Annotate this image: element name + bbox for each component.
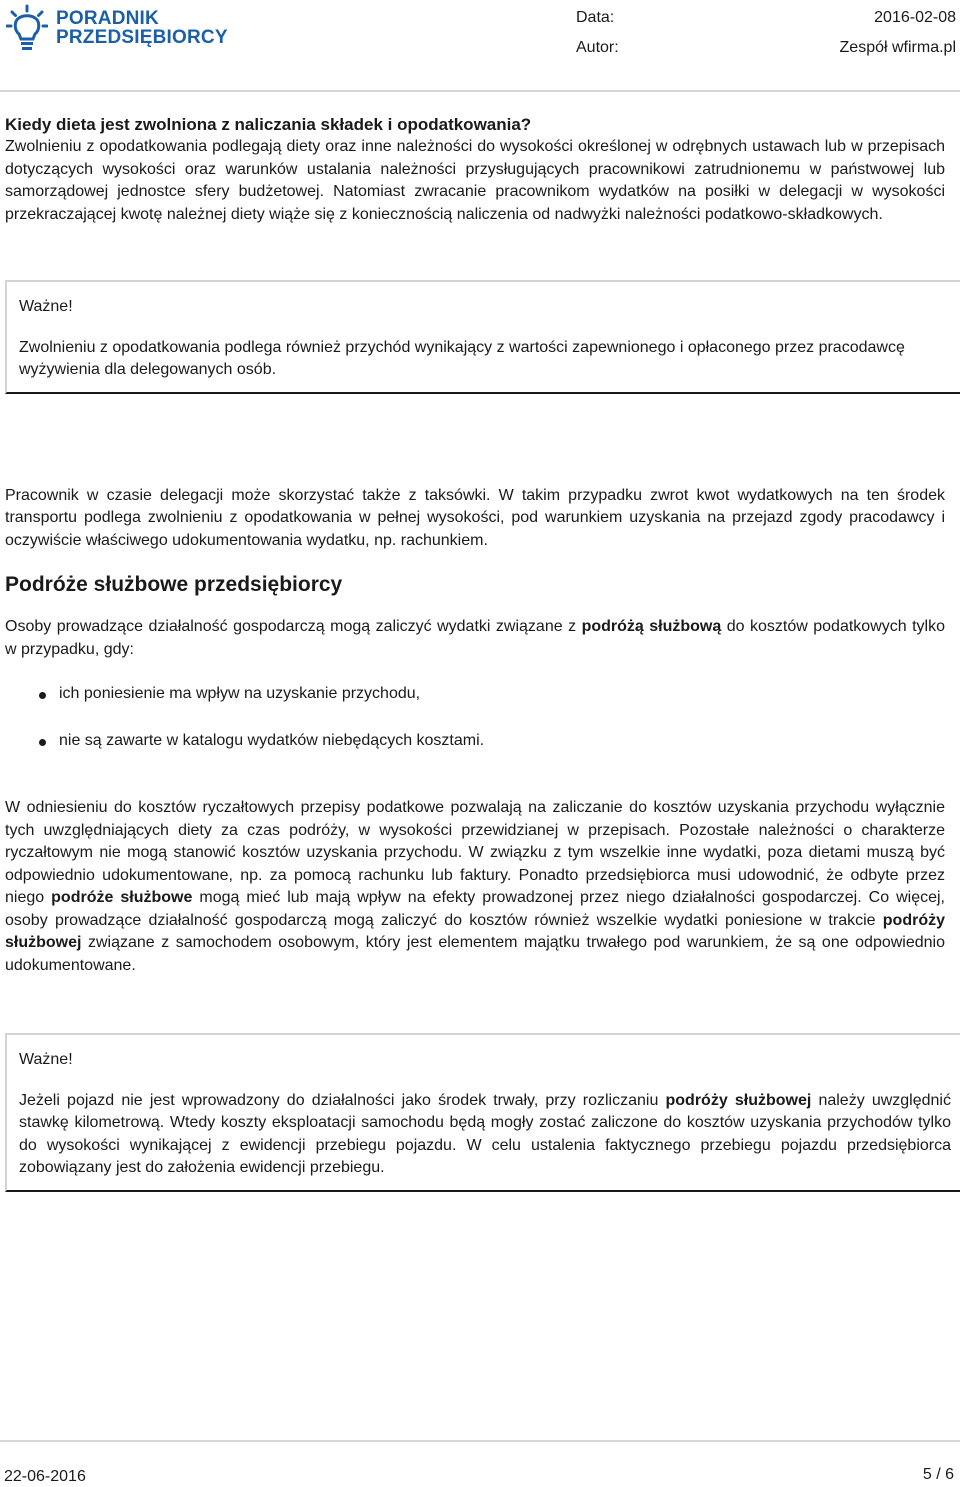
- bold-term: podróży służbowej: [665, 1091, 812, 1109]
- text-run: Osoby prowadzące działalność gospodarczą mogą zaliczyć wydatki związane z: [5, 618, 582, 635]
- text-run: związane z samochodem osobowym, który jest elementem majątku trwałego pod warunkiem, że są one odpowiednio udokumentowane.: [5, 934, 945, 974]
- header-divider: [0, 90, 960, 92]
- note-title: Ważne!: [19, 1051, 73, 1068]
- list-item-text: ich poniesienie ma wpływ na uzyskanie przychodu,: [59, 685, 421, 702]
- list-item: [5, 683, 945, 706]
- question-heading: Kiedy dieta jest zwolniona z naliczania składek i opodatkowania?: [5, 115, 532, 134]
- logo-line-1: PORADNIK: [56, 8, 159, 29]
- document-meta: [576, 3, 956, 63]
- bold-term: podróżą służbową: [581, 618, 722, 635]
- date-value: 2016-02-08: [874, 9, 956, 26]
- text-run: W odniesieniu do kosztów ryczałtowych przepisy podatkowe pozwalają na zaliczanie do kosztów uzyskania przychodu wyłącznie tych uwzględniających diety za czas podróży, w wysokości przewidzianej w przepisach. Pozostałe należności o charakterze ryczałtowym nie mogą stanowić kosztów uzyskania przychodu. W związku z tym wszelkie inne wydatki, poza dietami muszą być odpowiednio udokumentowane, np. za pomocą rachunku lub faktury. Ponadto przedsiębiorca musi udowodnić, że odbyte przez niego: [5, 799, 945, 906]
- list-item-text: nie są zawarte w katalogu wydatków niebędących kosztami.: [59, 731, 485, 749]
- paragraph: [5, 797, 945, 977]
- text-run: mogą mieć lub mają wpływ na efekty prowadzonej przez niego działalności gospodarczej. Co więcej, osoby prowadzące działalność gospodarczą mogą zaliczyć do kosztów również wszelkie wydatki poniesione w trakcie: [5, 889, 946, 929]
- author-value: Zespół wfirma.pl: [839, 39, 956, 56]
- note-text: Zwolnieniu z opodatkowania podlega również przychód wynikający z wartości zapewnionego i opłaconego przez pracodawcę wyżywienia dla delegowanych osób.: [19, 338, 905, 378]
- page-header: [0, 0, 960, 92]
- logo-text: [56, 9, 228, 47]
- text-run: Jeżeli pojazd nie jest wprowadzony do działalności jako środek trwały, przy rozliczaniu: [19, 1091, 666, 1109]
- logo: [6, 4, 228, 52]
- lightbulb-icon: [6, 4, 48, 52]
- page-number: 5 / 6: [922, 1466, 954, 1483]
- paragraph: [5, 616, 945, 661]
- bullet-icon: [39, 739, 46, 746]
- print-date: 22-06-2016: [4, 1468, 86, 1485]
- date-label: Data:: [576, 9, 615, 26]
- section-heading: Podróże służbowe przedsiębiorcy: [5, 573, 343, 596]
- important-note-box: [5, 1033, 960, 1192]
- logo-line-2: PRZEDSIĘBIORCY: [56, 27, 228, 48]
- note-title: Ważne!: [19, 298, 73, 315]
- footer-divider: [0, 1440, 960, 1442]
- bold-term: podróży służbowej: [5, 911, 945, 951]
- bold-term: podróże służbowe: [51, 889, 193, 906]
- paragraph: Pracownik w czasie delegacji może skorzystać także z taksówki. W takim przypadku zwrot kwot wydatkowych na ten środek transportu podlega zwolnieniu z opodatkowania w pełnej wysokości, pod warunkiem uzyskania na przejazd zgody pracodawcy i oczywiście właściwego udokumentowania wydatku, np. rachunkiem.: [5, 486, 945, 549]
- text-run: do kosztów podatkowych tylko w przypadku, gdy:: [5, 618, 946, 658]
- date-row: [576, 3, 956, 33]
- text-run: należy uwzględnić stawkę kilometrową. Wtedy koszty eksploatacji samochodu będą mogły zostać zaliczone do kosztów uzyskania przychodów tylko do wysokości wynikającej z ewidencji przebiegu pojazdu. W celu ustalenia faktycznego przebiegu pojazdu przedsiębiorca zobowiązany jest do założenia ewidencji przebiegu.: [19, 1091, 951, 1176]
- author-row: [576, 33, 956, 63]
- article-body: [5, 114, 951, 1192]
- requirements-list: [5, 683, 945, 752]
- paragraph: Zwolnieniu z opodatkowania podlegają diety oraz inne należności do wysokości określonej w odrębnych ustawach lub w przepisach dotyczących wysokości oraz warunków ustalania należności przysługujących pracownikowi zatrudnionemu w państwowej lub samorządowej jednostce sfery budżetowej. Natomiast zwracanie pracownikom wydatków na posiłki w delegacji w wysokości przekraczającej kwotę należnej diety wiąże się z koniecznością naliczenia od nadwyżki należności podatkowo-składkowych.: [5, 138, 945, 223]
- bullet-icon: [39, 692, 46, 699]
- author-label: Autor:: [576, 39, 619, 56]
- important-note-box: [5, 280, 960, 394]
- note-text: [19, 1090, 951, 1180]
- list-item: [5, 730, 945, 753]
